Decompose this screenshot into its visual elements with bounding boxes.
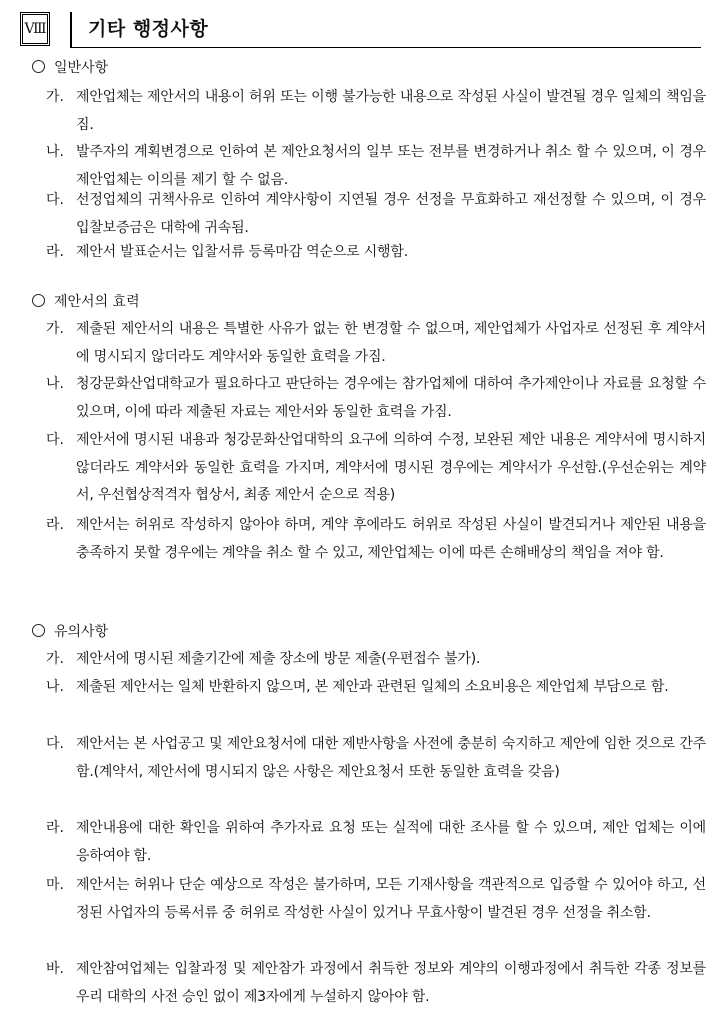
section-heading-general	[32, 58, 108, 78]
item-label: 바.	[46, 961, 64, 977]
section-heading-validity	[32, 292, 140, 312]
item-text: 제안업체는 제안서의 내용이 허위 또는 이행 불가능한 내용으로 작성된 사실이 발견될 경우 일체의 책임을 짐.	[76, 89, 706, 133]
item-text: 제출된 제안서는 일체 반환하지 않으며, 본 제안과 관련된 일체의 소요비용은 제안업체 부담으로 함.	[76, 679, 669, 695]
header-underline	[71, 47, 701, 48]
item-label: 다.	[46, 192, 64, 208]
item-label: 다.	[46, 432, 64, 448]
item-label: 가.	[46, 89, 64, 105]
circle-bullet-icon	[32, 294, 45, 307]
list-item	[46, 316, 706, 371]
item-label: 다.	[46, 736, 64, 752]
item-text: 제안서에 명시된 내용과 청강문화산업대학의 요구에 의하여 수정, 보완된 제안 내용은 계약서에 명시하지 않더라도 계약서와 동일한 효력을 가지며, 계약서에 명시된 경우에는 계약서가 우선함.(우선순위는 계약서, 우선협상적격자 협상서, 최종 제안서 순으로 적용)	[76, 432, 706, 503]
item-label: 라.	[46, 820, 64, 836]
item-text: 제안참여업체는 입찰과정 및 제안참가 과정에서 취득한 정보와 계약의 이행과정에서 취득한 각종 정보를 우리 대학의 사전 승인 없이 제3자에게 누설하지 않아야 함.	[76, 961, 706, 1005]
item-text: 제안서에 명시된 제출기간에 제출 장소에 방문 제출(우편접수 불가).	[76, 651, 481, 667]
item-text: 발주자의 계획변경으로 인하여 본 제안요청서의 일부 또는 전부를 변경하거나 취소 할 수 있으며, 이 경우 제안업체는 이의를 제기 할 수 없음.	[76, 144, 706, 188]
list-item	[46, 872, 706, 927]
item-text: 제안서는 허위로 작성하지 않아야 하며, 계약 후에라도 허위로 작성된 사실이 발견되거나 제안된 내용을 충족하지 못할 경우에는 계약을 취소 할 수 있고, 제안업체는 이에 따른 손해배상의 책임을 져야 함.	[76, 517, 706, 561]
item-text: 청강문화산업대학교가 필요하다고 판단하는 경우에는 참가업체에 대하여 추가제안이나 자료를 요청할 수 있으며, 이에 따라 제출된 자료는 제안서와 동일한 효력을 가짐.	[76, 376, 706, 420]
section-number-inner-border	[22, 14, 48, 44]
item-text: 선정업체의 귀책사유로 인하여 계약사항이 지연될 경우 선정을 무효화하고 재선정할 수 있으며, 이 경우 입찰보증금은 대학에 귀속됨.	[76, 192, 706, 236]
item-label: 마.	[46, 877, 64, 893]
section-header	[0, 0, 724, 52]
item-text: 제출된 제안서의 내용은 특별한 사유가 없는 한 변경할 수 없으며, 제안업체가 사업자로 선정된 후 계약서에 명시되지 않더라도 계약서와 동일한 효력을 가짐.	[76, 321, 706, 365]
item-label: 라.	[46, 244, 64, 260]
list-item	[46, 512, 706, 567]
list-item	[46, 731, 706, 786]
list-item	[46, 427, 706, 510]
section-heading-notes	[32, 622, 108, 642]
list-item	[46, 239, 706, 267]
circle-bullet-icon	[32, 60, 45, 73]
item-label: 가.	[46, 651, 64, 667]
section-heading-text: 제안서의 효력	[54, 294, 140, 310]
section-number-box	[20, 12, 50, 46]
list-item	[46, 139, 706, 194]
section-heading-text: 유의사항	[54, 624, 109, 640]
item-text: 제안서는 허위나 단순 예상으로 작성은 불가하며, 모든 기재사항을 객관적으로 입증할 수 있어야 하고, 선정된 사업자의 등록서류 중 허위로 작성한 사실이 있거나 무효사항이 발견된 경우 선정을 취소함.	[76, 877, 706, 921]
page-title: 기타 행정사항	[88, 18, 209, 40]
header-divider	[70, 12, 72, 48]
section-number: Ⅷ	[24, 21, 46, 37]
item-text: 제안내용에 대한 확인을 위하여 추가자료 요청 또는 실적에 대한 조사를 할 수 있으며, 제안 업체는 이에 응하여야 함.	[76, 820, 706, 864]
item-text: 제안서는 본 사업공고 및 제안요청서에 대한 제반사항을 사전에 충분히 숙지하고 제안에 임한 것으로 간주함.(계약서, 제안서에 명시되지 않은 사항은 제안요청서 또한 동일한 효력을 갖음)	[76, 736, 706, 780]
list-item	[46, 371, 706, 426]
list-item	[46, 84, 706, 139]
list-item	[46, 956, 706, 1011]
item-label: 나.	[46, 376, 64, 392]
list-item	[46, 674, 706, 702]
item-text: 제안서 발표순서는 입찰서류 등록마감 역순으로 시행함.	[76, 244, 408, 260]
list-item	[46, 187, 706, 242]
list-item	[46, 646, 706, 674]
circle-bullet-icon	[32, 624, 45, 637]
section-heading-text: 일반사항	[54, 60, 109, 76]
item-label: 나.	[46, 144, 64, 160]
item-label: 가.	[46, 321, 64, 337]
item-label: 나.	[46, 679, 64, 695]
list-item	[46, 815, 706, 870]
item-label: 라.	[46, 517, 64, 533]
